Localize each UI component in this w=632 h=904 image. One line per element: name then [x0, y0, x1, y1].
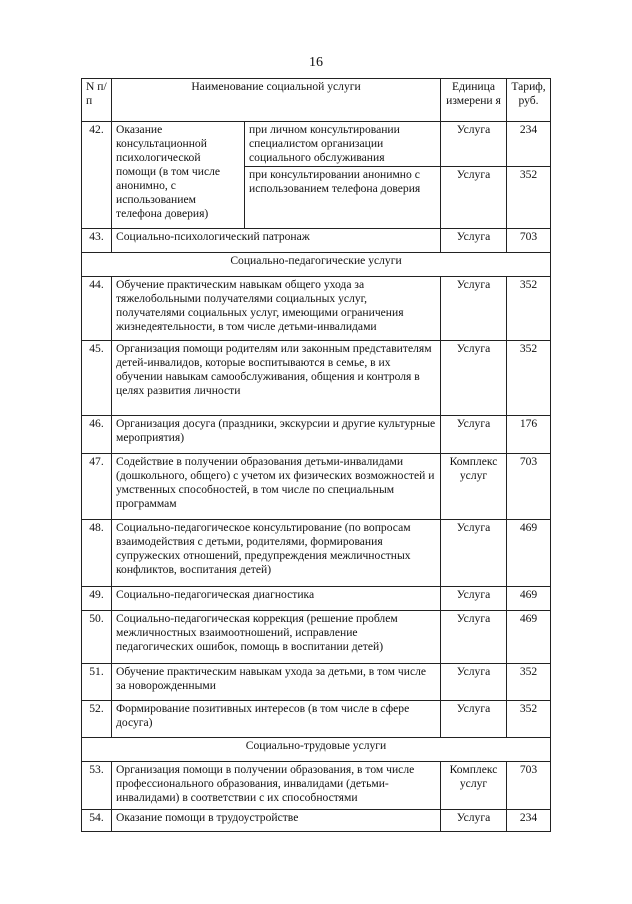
- row-tariff: 469: [507, 520, 551, 587]
- row-unit: Услуга: [441, 122, 507, 167]
- row-subservice-personal: при личном консультировании специалистом организации социального обслуживания: [245, 122, 441, 167]
- row-number: 50.: [82, 611, 112, 664]
- row-number: 54.: [82, 810, 112, 832]
- header-service-name: Наименование социальной услуги: [112, 79, 441, 122]
- row-unit: Услуга: [441, 341, 507, 416]
- row-number: 49.: [82, 587, 112, 611]
- row-unit: Услуга: [441, 810, 507, 832]
- row-number: 43.: [82, 229, 112, 253]
- table-row-42-personal: [82, 122, 551, 167]
- row-unit: Услуга: [441, 664, 507, 701]
- row-service-name: Содействие в получении образования детьми-инвалидами (дошкольного, общего) с учетом их физических возможностей и умственных способностей, в том числе по специальным программам: [112, 454, 441, 520]
- row-tariff: 703: [507, 229, 551, 253]
- row-tariff: 352: [507, 664, 551, 701]
- row-service-name: Оказание помощи в трудоустройстве: [112, 810, 441, 832]
- row-number: 47.: [82, 454, 112, 520]
- row-number: 52.: [82, 701, 112, 738]
- table-row: [82, 810, 551, 832]
- table-row: [82, 587, 551, 611]
- row-service-name: Формирование позитивных интересов (в том числе в сфере досуга): [112, 701, 441, 738]
- row-tariff: 352: [507, 341, 551, 416]
- row-unit: Услуга: [441, 611, 507, 664]
- table-row: [82, 520, 551, 587]
- table-row: [82, 664, 551, 701]
- row-unit: Услуга: [441, 520, 507, 587]
- table-row: [82, 701, 551, 738]
- row-service-name: Социально-педагогическая диагностика: [112, 587, 441, 611]
- row-service-name: Организация досуга (праздники, экскурсии и другие культурные мероприятия): [112, 416, 441, 454]
- row-service-name: Социально-психологический патронаж: [112, 229, 441, 253]
- row-service-name: Обучение практическим навыкам ухода за детьми, в том числе за новорожденными: [112, 664, 441, 701]
- row-unit: Услуга: [441, 587, 507, 611]
- row-tariff: 703: [507, 762, 551, 810]
- header-unit: Единица измерени я: [441, 79, 507, 122]
- row-service-name: Социально-педагогическое консультирование (по вопросам взаимодействия с детьми, родителями, формирования супружеских отношений, предупреждения межличностных конфликтов, воспитания детей): [112, 520, 441, 587]
- row-number: 45.: [82, 341, 112, 416]
- table-row: [82, 416, 551, 454]
- row-tariff: 176: [507, 416, 551, 454]
- header-number: N п/п: [82, 79, 112, 122]
- page-number: 16: [309, 55, 323, 70]
- row-tariff: 234: [507, 810, 551, 832]
- row-service-name: Социально-педагогическая коррекция (решение проблем межличностных взаимоотношений, исправление педагогических ошибок, помощь в воспитании детей): [112, 611, 441, 664]
- table-row: [82, 611, 551, 664]
- section-heading-labor: [82, 738, 551, 762]
- row-tariff: 234: [507, 122, 551, 167]
- row-tariff: 352: [507, 277, 551, 341]
- table-header-row: [82, 79, 551, 122]
- row-unit: Услуга: [441, 277, 507, 341]
- row-number: 53.: [82, 762, 112, 810]
- row-number: 46.: [82, 416, 112, 454]
- row-service-name: Оказание консультационной психологической помощи (в том числе анонимно, с использованием телефона доверия): [112, 122, 245, 229]
- row-tariff: 469: [507, 611, 551, 664]
- row-unit: Услуга: [441, 167, 507, 229]
- row-unit: Услуга: [441, 701, 507, 738]
- row-service-name: Организация помощи родителям или законным представителям детей-инвалидов, которые воспитываются в семье, в их обучении навыкам самообслуживания, общения и контроля в целях развития личности: [112, 341, 441, 416]
- row-subservice-anonymous: при консультировании анонимно с использованием телефона доверия: [245, 167, 441, 229]
- row-unit: Услуга: [441, 416, 507, 454]
- services-tariff-table: [81, 78, 551, 832]
- row-unit: Услуга: [441, 229, 507, 253]
- row-tariff: 352: [507, 167, 551, 229]
- row-number: 42.: [82, 122, 112, 229]
- row-unit: Комплекс услуг: [441, 762, 507, 810]
- table-row: [82, 277, 551, 341]
- table-row: [82, 762, 551, 810]
- table-row-43: [82, 229, 551, 253]
- row-tariff: 703: [507, 454, 551, 520]
- row-unit: Комплекс услуг: [441, 454, 507, 520]
- section-title: Социально-педагогические услуги: [82, 253, 551, 277]
- row-tariff: 352: [507, 701, 551, 738]
- row-service-name: Организация помощи в получении образования, в том числе профессионального образования, инвалидами (детьми-инвалидами) в соответствии с их способностями: [112, 762, 441, 810]
- header-tariff: Тариф, руб.: [507, 79, 551, 122]
- row-tariff: 469: [507, 587, 551, 611]
- table-row: [82, 454, 551, 520]
- section-heading-pedagogical: [82, 253, 551, 277]
- row-number: 51.: [82, 664, 112, 701]
- table-row: [82, 341, 551, 416]
- row-service-name: Обучение практическим навыкам общего ухода за тяжелобольными получателями социальных услуг, получателями социальных услуг, имеющими ограничения жизнедеятельности, в том числе детьми-инвалидами: [112, 277, 441, 341]
- row-number: 48.: [82, 520, 112, 587]
- section-title: Социально-трудовые услуги: [82, 738, 551, 762]
- row-number: 44.: [82, 277, 112, 341]
